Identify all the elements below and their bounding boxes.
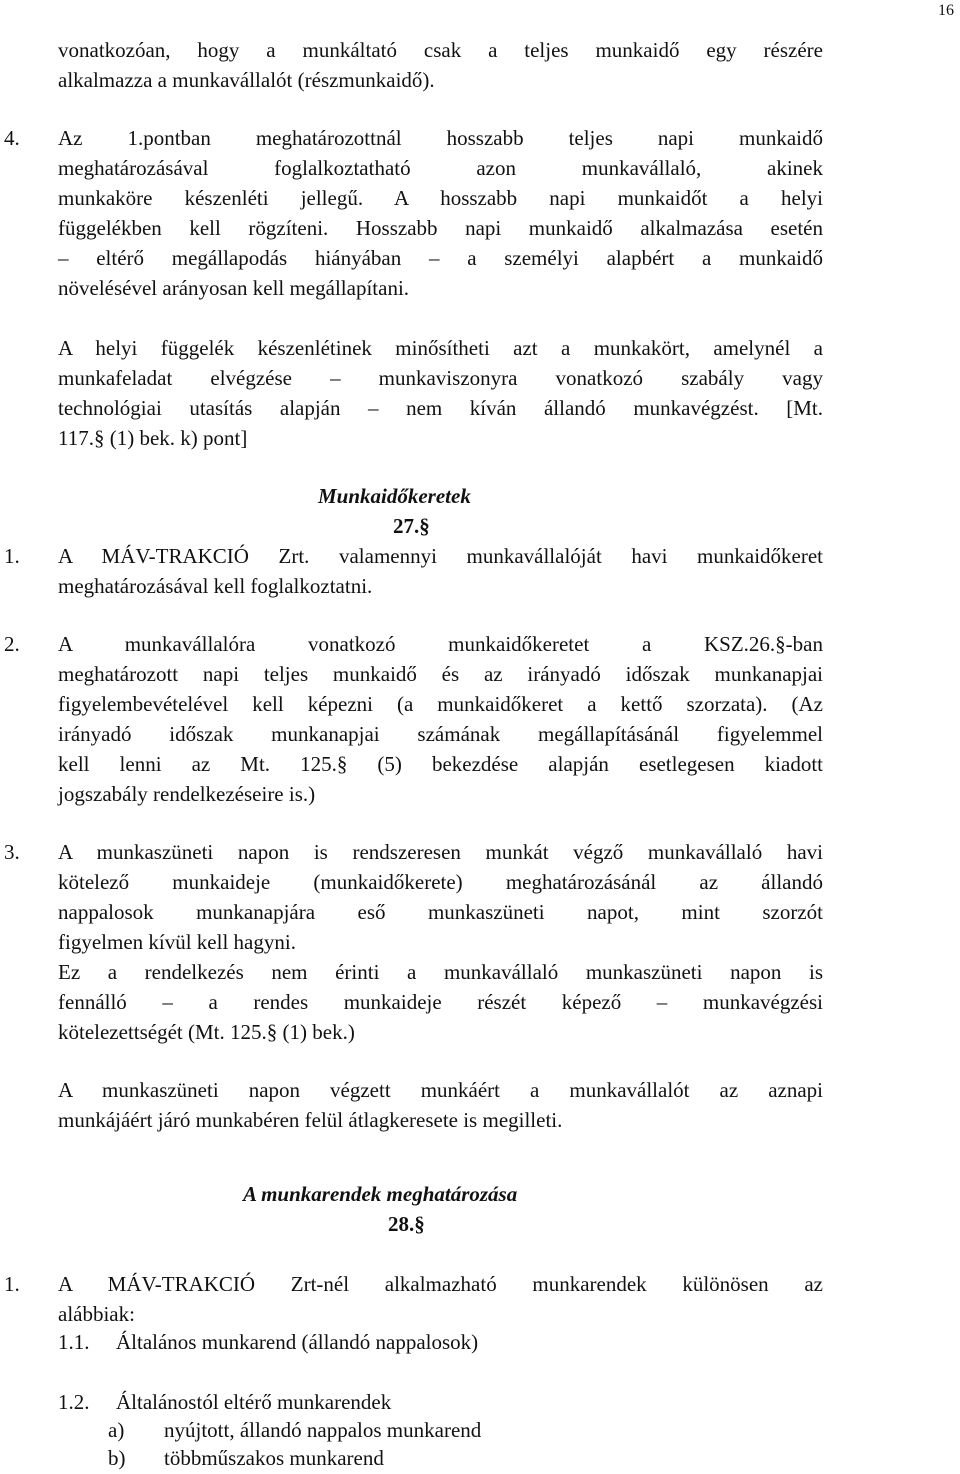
s27-item2-line: kell lenni az Mt. 125.§ (5) bekezdése alapján esetlegesen kiadott <box>58 752 823 776</box>
para-munkaszuneti-line: A munkaszüneti napon végzett munkáért a munkavállalót az aznapi <box>58 1078 823 1102</box>
section-title: Munkaidőkeretek <box>318 484 471 508</box>
list-letter: b) <box>108 1446 126 1470</box>
subitem-text: Általános munkarend (állandó nappalosok) <box>116 1330 479 1354</box>
s27-item1-line: A MÁV-TRAKCIÓ Zrt. valamennyi munkavállalóját havi munkaidőkeret <box>58 544 823 568</box>
section-title: A munkarendek meghatározása <box>243 1182 518 1206</box>
s27-item3-line: nappalosok munkanapjára eső munkaszüneti napot, mint szorzót <box>58 900 823 924</box>
subitem-number: 1.1. <box>58 1330 90 1354</box>
s27-item1-line: meghatározásával kell foglalkoztatni. <box>58 574 373 598</box>
s27-item2-line: A munkavállalóra vonatkozó munkaidőkeretet a KSZ.26.§-ban <box>58 632 823 656</box>
para-helyi-line: technológiai utasítás alapján – nem kíván állandó munkavégzést. [Mt. <box>58 396 823 420</box>
para-helyi-line: munkafeladat elvégzése – munkaviszonyra vonatkozó szabály vagy <box>58 366 823 390</box>
s28-item1-line: A MÁV-TRAKCIÓ Zrt-nél alkalmazható munkarendek különösen az <box>58 1272 823 1296</box>
s27-item3-line: A munkaszüneti napon is rendszeresen munkát végző munkavállaló havi <box>58 840 823 864</box>
section-number: 28.§ <box>388 1212 425 1236</box>
para-helyi-line: 117.§ (1) bek. k) pont] <box>58 426 248 450</box>
intro-line: vonatkozóan, hogy a munkáltató csak a teljes munkaidő egy részére <box>58 38 823 62</box>
item4-line: meghatározásával foglalkoztatható azon munkavállaló, akinek <box>58 156 823 180</box>
item4-line: – eltérő megállapodás hiányában – a személyi alapbért a munkaidő <box>58 246 823 270</box>
intro-line: alkalmazza a munkavállalót (részmunkaidő). <box>58 68 435 92</box>
s27-item2-line: meghatározott napi teljes munkaidő és az irányadó időszak munkanapjai <box>58 662 823 686</box>
item4-line: munkaköre készenléti jellegű. A hosszabb napi munkaidőt a helyi <box>58 186 823 210</box>
item-number: 4. <box>4 126 20 150</box>
item4-line: függelékben kell rögzíteni. Hosszabb napi munkaidő alkalmazása esetén <box>58 216 823 240</box>
list-letter: a) <box>108 1418 125 1442</box>
s27-item3-line: kötelezettségét (Mt. 125.§ (1) bek.) <box>58 1020 355 1044</box>
s28-item1-line: alábbiak: <box>58 1302 135 1326</box>
item-number: 1. <box>4 544 20 568</box>
list-item-text: többműszakos munkarend <box>164 1446 384 1470</box>
para-munkaszuneti-line: munkájáért járó munkabéren felül átlagkeresete is megilleti. <box>58 1108 563 1132</box>
s27-item2-line: irányadó időszak munkanapjai számának megállapításánál figyelemmel <box>58 722 823 746</box>
s27-item2-line: figyelembevételével kell képezni (a munkaidőkeret a kettő szorzata). (Az <box>58 692 823 716</box>
item-number: 1. <box>4 1272 20 1296</box>
section-number: 27.§ <box>393 514 430 538</box>
item-number: 3. <box>4 840 20 864</box>
item4-line: növelésével arányosan kell megállapítani. <box>58 276 410 300</box>
item-number: 2. <box>4 632 20 656</box>
s27-item3-line: figyelmen kívül kell hagyni. <box>58 930 296 954</box>
s27-item3-line: Ez a rendelkezés nem érinti a munkavállaló munkaszüneti napon is <box>58 960 823 984</box>
subitem-text: Általánostól eltérő munkarendek <box>116 1390 392 1414</box>
s27-item3-line: fennálló – a rendes munkaideje részét képező – munkavégzési <box>58 990 823 1014</box>
subitem-number: 1.2. <box>58 1390 90 1414</box>
list-item-text: nyújtott, állandó nappalos munkarend <box>164 1418 482 1442</box>
para-helyi-line: A helyi függelék készenlétinek minősítheti azt a munkakört, amelynél a <box>58 336 823 360</box>
page-number: 16 <box>938 2 954 19</box>
s27-item3-line: kötelező munkaideje (munkaidőkerete) meghatározásánál az állandó <box>58 870 823 894</box>
s27-item2-line: jogszabály rendelkezéseire is.) <box>58 782 316 806</box>
item4-line: Az 1.pontban meghatározottnál hosszabb teljes napi munkaidő <box>58 126 823 150</box>
